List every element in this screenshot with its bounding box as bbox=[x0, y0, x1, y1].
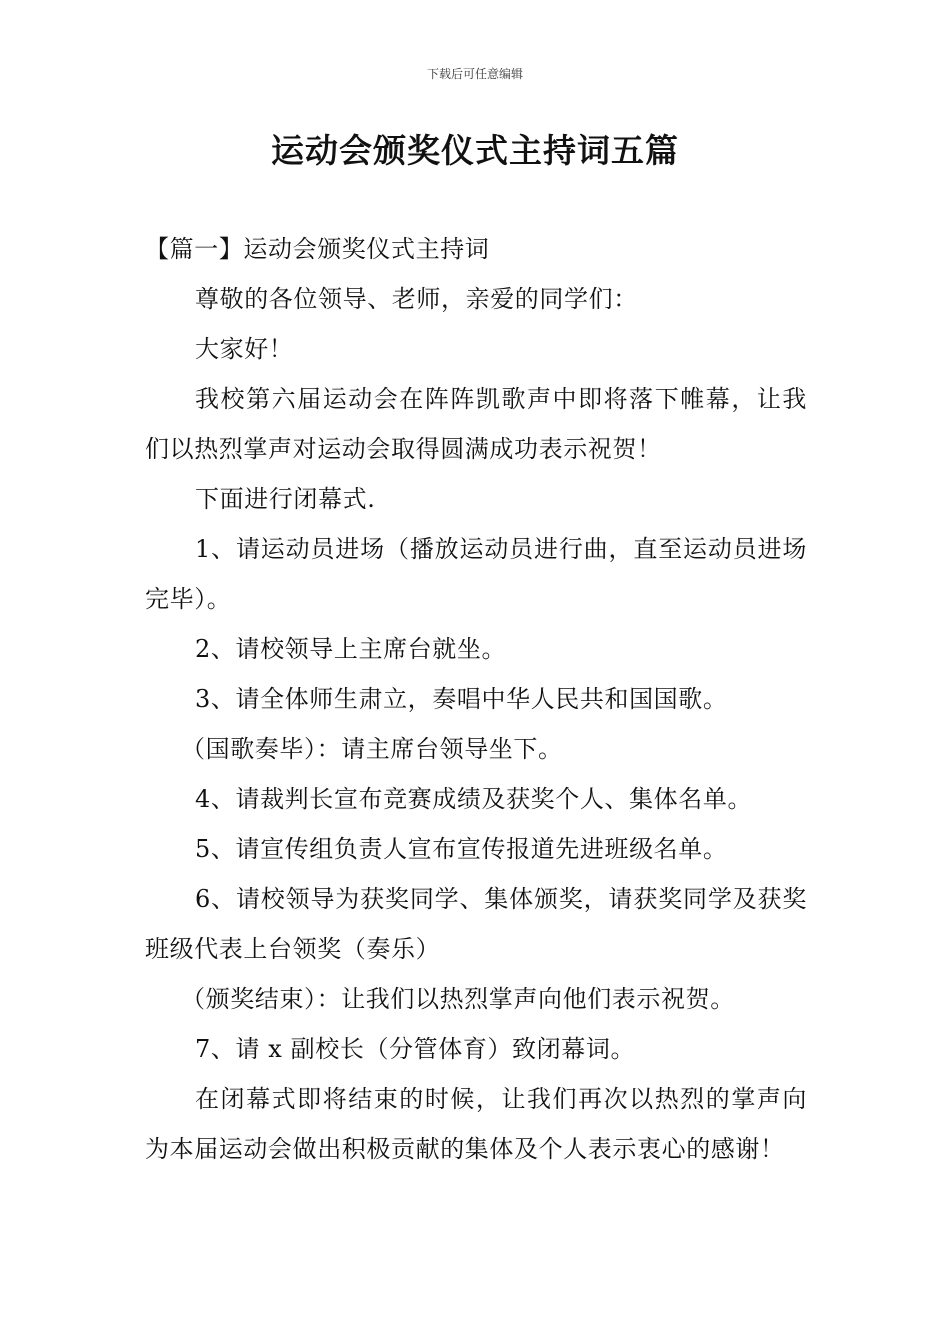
paragraph-award-end: （颁奖结束）：让我们以热烈掌声向他们表示祝贺。 bbox=[181, 985, 735, 1013]
paragraph-step-7: 7、请 x 副校长（分管体育）致闭幕词。 bbox=[195, 1035, 636, 1063]
paragraph-step-2: 2、请校领导上主席台就坐。 bbox=[195, 635, 507, 663]
paragraph-anthem-end: （国歌奏毕）：请主席台领导坐下。 bbox=[181, 735, 563, 763]
paragraph-thanks: 在闭幕式即将结束的时候，让我们再次以热烈的掌声向为本届运动会做出积极贡献的集体及个人表示衷心的感谢！ bbox=[145, 1085, 807, 1163]
paragraph-hello: 大家好！ bbox=[195, 335, 294, 363]
section-heading: 【篇一】运动会颁奖仪式主持词 bbox=[145, 235, 490, 263]
paragraph-step-6: 6、请校领导为获奖同学、集体颁奖，请获奖同学及获奖班级代表上台领奖（奏乐） bbox=[145, 885, 807, 963]
paragraph-closing-ceremony: 下面进行闭幕式. bbox=[195, 485, 376, 513]
paragraph-step-3: 3、请全体师生肃立，奏唱中华人民共和国国歌。 bbox=[195, 685, 728, 713]
paragraph-step-1: 1、请运动员进场（播放运动员进行曲，直至运动员进场完毕）。 bbox=[145, 535, 807, 613]
paragraph-greeting: 尊敬的各位领导、老师，亲爱的同学们： bbox=[195, 285, 638, 313]
document-body bbox=[145, 224, 807, 1174]
document-title: 运动会颁奖仪式主持词五篇 bbox=[271, 131, 679, 170]
paragraph-intro: 我校第六届运动会在阵阵凯歌声中即将落下帷幕，让我们以热烈掌声对运动会取得圆满成功表示祝贺！ bbox=[145, 385, 807, 463]
paragraph-step-4: 4、请裁判长宣布竞赛成绩及获奖个人、集体名单。 bbox=[195, 785, 753, 813]
header-note: 下载后可任意编辑 bbox=[426, 67, 523, 81]
paragraph-step-5: 5、请宣传组负责人宣布宣传报道先进班级名单。 bbox=[195, 835, 728, 863]
